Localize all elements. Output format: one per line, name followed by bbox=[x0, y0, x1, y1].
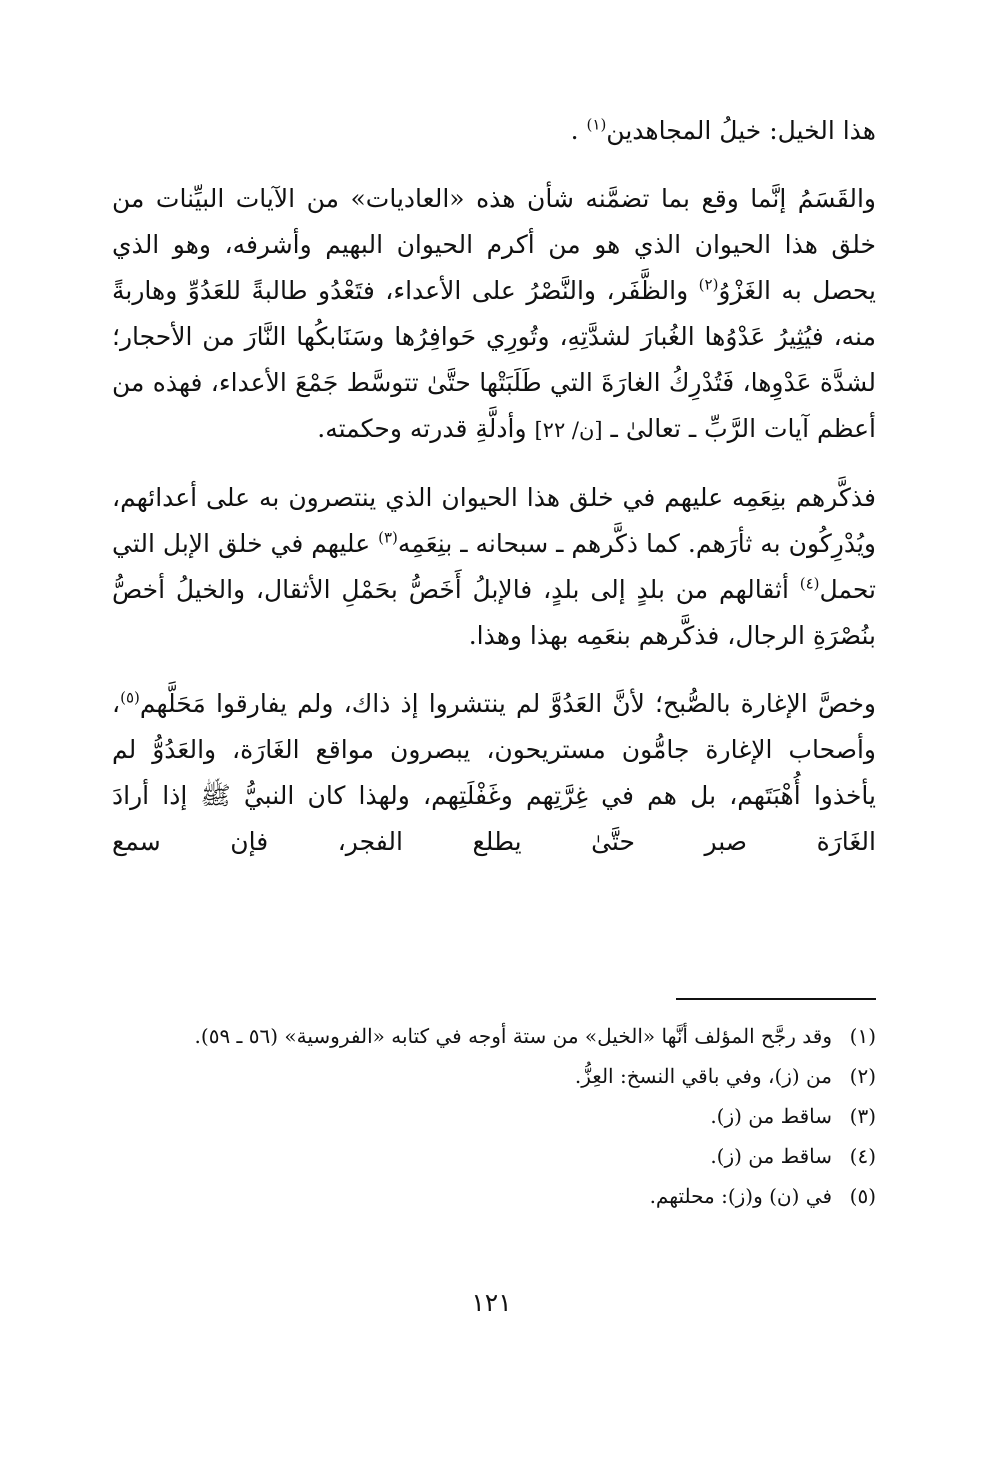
paragraph-2 bbox=[112, 475, 876, 659]
paragraph-2-part-c: أثقالهم من بلدٍ إلى بلدٍ، فالإبلُ أَخَصُّ بحَمْلِ الأثقال، والخيلُ أخصُّ بنُصْرَةِ الرجال، فذكَّرهم بنعَمِه بهذا وهذا. bbox=[112, 575, 876, 650]
footnote-number: (١) bbox=[849, 1024, 876, 1048]
footnote-text: من (ز)، وفي باقي النسخ: العِزُّ. bbox=[574, 1064, 832, 1088]
footnotes-list bbox=[112, 1020, 876, 1220]
main-text bbox=[112, 108, 876, 865]
intro-line bbox=[112, 108, 876, 154]
footnote-item bbox=[112, 1020, 876, 1052]
footnote-text: وقد رجَّح المؤلف أنَّها «الخيل» من ستة أوجه في كتابه «الفروسية» (٥٦ ـ ٥٩). bbox=[194, 1024, 832, 1048]
footnote-marker-4: (٤) bbox=[799, 574, 820, 593]
footnote-marker-5: (٥) bbox=[120, 688, 140, 707]
footnote-item bbox=[112, 1060, 876, 1092]
paragraph-3 bbox=[112, 681, 876, 865]
footnote-marker-2: (٢) bbox=[698, 275, 719, 294]
footnote-item bbox=[112, 1100, 876, 1132]
intro-text: هذا الخيل: خيلُ المجاهدين bbox=[606, 116, 876, 145]
footnote-item bbox=[112, 1140, 876, 1172]
footnote-number: (٢) bbox=[849, 1064, 876, 1088]
footnote-text: ساقط من (ز). bbox=[710, 1104, 832, 1128]
paragraph-1 bbox=[112, 176, 876, 453]
paragraph-1-part-b: والظَّفَر، والنَّصْرُ على الأعداء، فتَعْدُو طالبةً للعَدُوِّ وهاربةً منه، فيُثِيرُ عَدْوُها الغُبارَ لشدَّتِهِ، وتُورِي حَوافِرُها وسَنَابكُها النَّارَ من الأحجار؛ لشدَّة عَدْوِها، فَتُدْرِكُ الغارَةَ التي طَلَبَتْها حتَّىٰ تتوسَّط جَمْعَ الأعداء، فهذه من أعظم آيات الرَّبِّ ـ تعالىٰ ـ bbox=[112, 276, 876, 443]
footnote-marker-1: (١) bbox=[586, 115, 607, 134]
footnote-text: ساقط من (ز). bbox=[710, 1144, 832, 1168]
paragraph-1-part-a: والقَسَمُ إنَّما وقع بما تضمَّنه شأن هذه «العاديات» من الآيات البيِّنات من خلق هذا الحيوان الذي هو من أكرم الحيوان البهيم وأشرفه، وهو الذي يحصل به الغَزْوُ bbox=[112, 184, 876, 305]
footnote-number: (٣) bbox=[849, 1104, 876, 1128]
paragraph-2-part-b: عليهم في خلق الإبل التي تحمل bbox=[112, 529, 876, 604]
paragraph-3-part-a: وخصَّ الإغارة بالصُّبح؛ لأنَّ العَدُوَّ لم ينتشروا إذ ذاك، ولم يفارقوا مَحَلَّهم bbox=[139, 689, 876, 718]
footnote-separator bbox=[676, 998, 876, 1000]
footnote-item bbox=[112, 1180, 876, 1212]
paragraph-1-part-c: وأدلَّةِ قدرته وحكمته. bbox=[317, 414, 535, 443]
footnote-marker-3: (٣) bbox=[378, 528, 398, 547]
paragraph-2-part-a: فذكَّرهم بنِعَمِه عليهم في خلق هذا الحيوان الذي ينتصرون به على أعدائهم، ويُدْرِكُون به ثأرَهم. كما ذكَّرهم ـ سبحانه ـ بنِعَمِه bbox=[112, 483, 877, 558]
footnote-number: (٥) bbox=[849, 1184, 876, 1208]
page-number: ١٢١ bbox=[471, 1288, 512, 1317]
manuscript-reference: [ن/ ٢٢] bbox=[534, 418, 603, 442]
intro-end: . bbox=[570, 116, 579, 145]
footnote-text: في (ن) و(ز): محلتهم. bbox=[649, 1184, 832, 1208]
paragraph-3-part-b: ، وأصحاب الإغارة جامُّون مستريحون، يبصرون مواقع الغَارَة، والعَدُوُّ لم يأخذوا أُهْبَتَهم، بل هم في غِرَّتِهم وغَفْلَتِهم، ولهذا كان النبيُّ ﷺ إذا أرادَ الغَارَة صبر حتَّىٰ يطلع الفجر، فإن سمع bbox=[112, 689, 876, 856]
footnote-number: (٤) bbox=[849, 1144, 876, 1168]
